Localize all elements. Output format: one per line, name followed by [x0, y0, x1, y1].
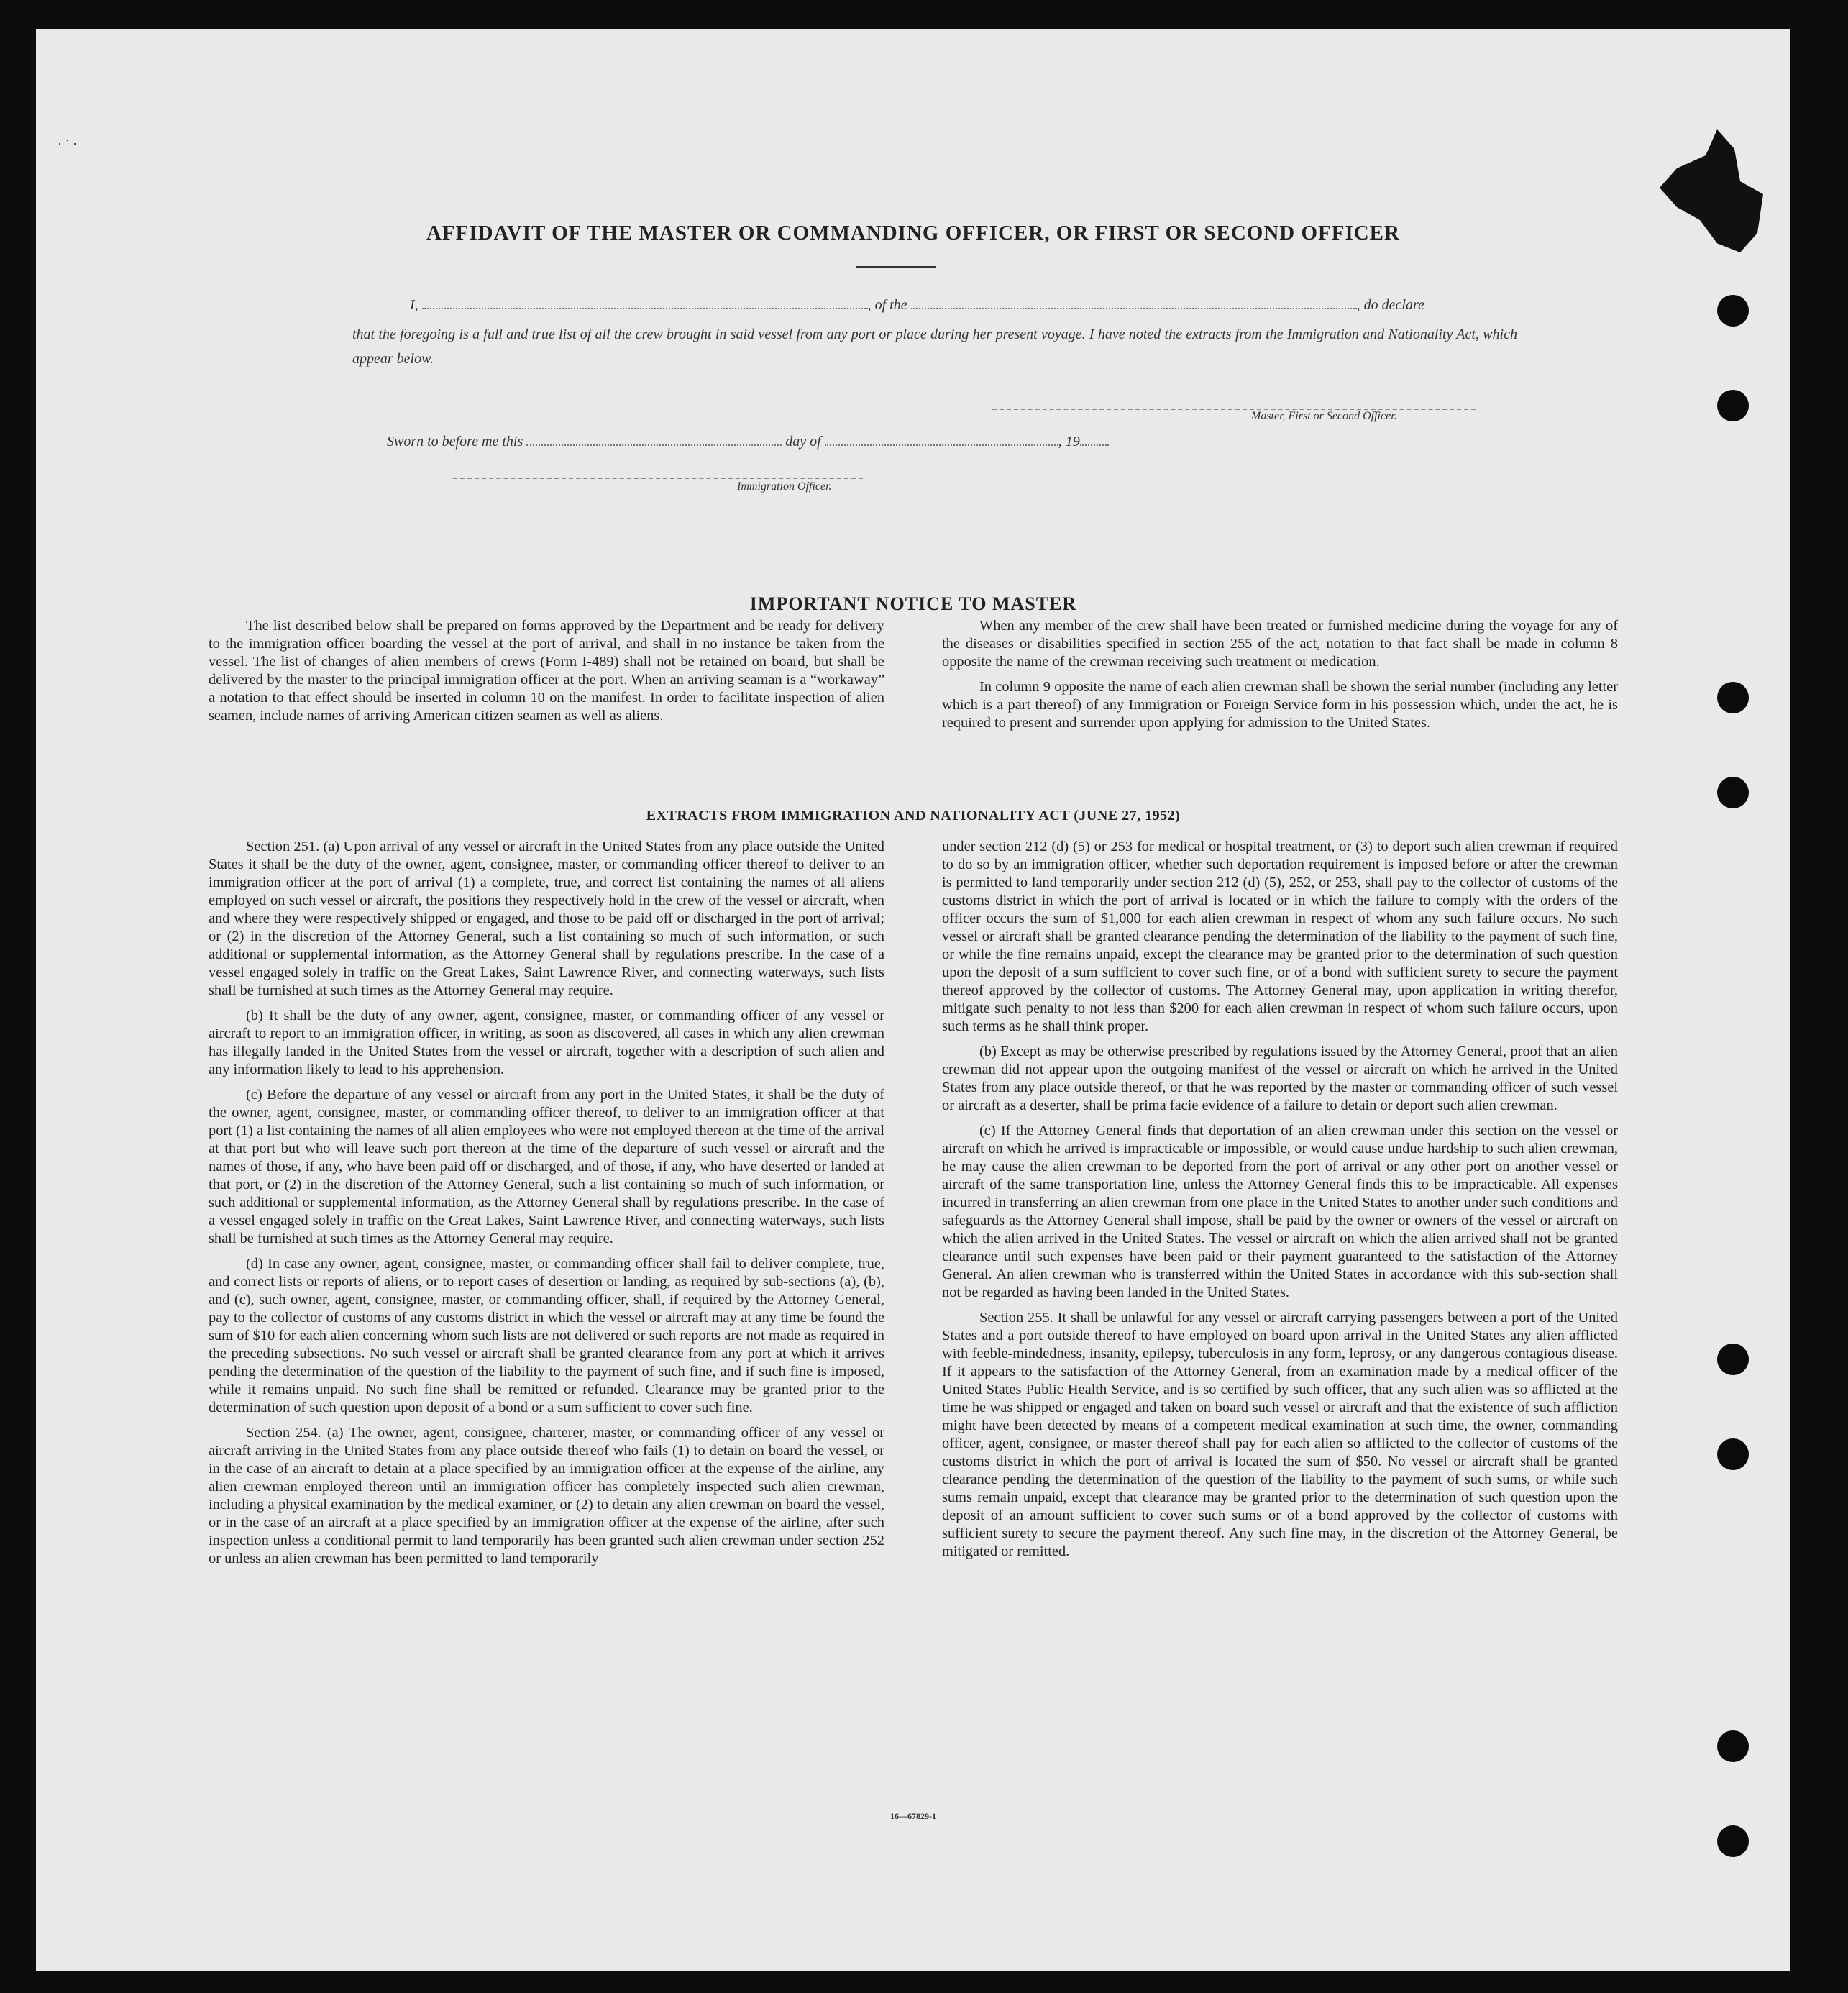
extract-paragraph: (c) If the Attorney General finds that deportation of an alien crewman under this section on the vessel or aircraft on which he arrived is impracticable or impossible, or would cause undue hardship to such alien crewman, he may cause the alien crewman to be deported from the port of arrival or any other port on another vessel or aircraft of the same transportation line, unless the Attorney General finds this to be impracticable. All expenses incurred in transferring an alien crewman from one place in the United States to another under such conditions and safeguards as the Attorney General shall impose, shall be paid by the owner or owners of the vessel or aircraft on which the alien arrived in the United States. The vessel or aircraft on which the alien arrived shall not be granted clearance until such expenses have been paid or their payment guaranteed to the satisfaction of the Attorney General. An alien crewman who is transferred within the United States in accordance with this sub-section shall not be regarded as having been landed in the United States.	[942, 1123, 1618, 1300]
extract-paragraph: (d) In case any owner, agent, consignee, master, or commanding officer shall fail to deliver complete, true, and correct lists or reports of aliens, or to report cases of desertion or landing, as required by sub-sections (a), (b), and (c), such owner, agent, consignee, master, or commanding officer, shall, if required by the Attorney General, pay to the collector of customs of any customs district in which the vessel or aircraft may at any time be found the sum of $10 for each alien concerning whom such lists are not delivered or such reports are not made as required in the preceding subsections. No such vessel or aircraft shall be granted clearance from any port at which it arrives pending the determination of the question of the liability to the payment of such fine, and if such fine is imposed, while it remains unpaid. No such fine shall be remitted or refunded. Clearance may be granted prior to the determination of such question upon deposit of a bond or a sum sufficient to cover such fine.	[209, 1256, 884, 1415]
extract-paragraph: (c) Before the departure of any vessel or aircraft from any port in the United States, it shall be the duty of the owner, agent, consignee, master, or commanding officer thereof, to deliver to an immigration officer at that port (1) a list containing the names of all alien employees who were not employed thereon at the time of the arrival at that port but who will leave such port thereon at the time of the departure of such vessel or aircraft and the names of those, if any, who have been paid off or discharged, and of those, if any, who have deserted or landed at that port, or (2) in the discretion of the Attorney General, such a list containing so much of such information, or such additional or supplemental information, as the Attorney General shall by regulations prescribe. In the case of a vessel engaged solely in traffic on the Great Lakes, Saint Lawrence River, and connecting waterways, such lists shall be furnished at such times as the Attorney General may require.	[209, 1087, 884, 1246]
extracts-title: EXTRACTS FROM IMMIGRATION AND NATIONALITY ACT (JUNE 27, 1952)	[646, 808, 1181, 824]
notice-paragraph: In column 9 opposite the name of each alien crewman shall be shown the serial number (including any letter which is a part thereof) of any Immigration or Foreign Service form in his possession which, under the act, he is required to present and surrender upon applying for admission to the United States.	[942, 679, 1618, 731]
notice-title: IMPORTANT NOTICE TO MASTER	[749, 593, 1077, 614]
punch-hole	[1717, 682, 1749, 713]
punch-hole	[1717, 1344, 1749, 1375]
sworn-year-field[interactable]	[1080, 433, 1109, 446]
punch-hole	[1717, 1730, 1749, 1762]
notice-paragraph: The list described below shall be prepared on forms approved by the Department and be ready for delivery to the immigration officer boarding the vessel at the port of arrival, and shall in no instance be taken from the vessel. The list of changes of alien members of crews (Form I-489) shall not be retained on board, but shall be delivered by the master to the principal immigration officer at the port. When an arriving seaman is a “workaway” a notation to that effect should be inserted in column 10 on the manifest. In order to facilitate inspection of alien seamen, include names of arriving American citizen seamen as well as aliens.	[209, 618, 884, 724]
punch-hole	[1717, 777, 1749, 808]
master-signature-line[interactable]	[992, 409, 1476, 410]
dust-specks: · ˙ ·	[58, 137, 77, 151]
extracts-left-column	[209, 838, 884, 1575]
officer-caption: Immigration Officer.	[737, 480, 832, 493]
extract-paragraph: (b) It shall be the duty of any owner, agent, consignee, master, or commanding officer of any vessel or aircraft to report to an immigration officer, in writing, as soon as discovered, all cases in which any alien crewman has illegally landed in the United States from the vessel or aircraft, together with a description of such alien and any information likely to lead to his apprehension.	[209, 1008, 884, 1077]
vessel-name-field[interactable]	[911, 296, 1357, 309]
extracts-right-column	[942, 838, 1618, 1568]
punch-hole	[1717, 1438, 1749, 1470]
sworn-prefix: Sworn to before me this	[387, 434, 523, 450]
declarant-prefix: I,	[410, 297, 418, 313]
punch-hole	[1717, 390, 1749, 421]
of-the-label: , of the	[867, 297, 907, 313]
sworn-day-of-label: day of	[785, 434, 821, 450]
sworn-day-field[interactable]	[526, 433, 782, 446]
declare-label: , do declare	[1356, 297, 1424, 313]
affidavit-title: AFFIDAVIT OF THE MASTER OR COMMANDING OFFICER, OR FIRST OR SECOND OFFICER	[426, 222, 1400, 245]
sworn-line	[352, 433, 1517, 450]
notice-right-column	[942, 617, 1618, 739]
title-rule	[856, 266, 936, 268]
sworn-year-label: , 19	[1058, 434, 1080, 450]
declarant-name-field[interactable]	[422, 296, 868, 309]
sworn-month-field[interactable]	[825, 433, 1058, 446]
punch-hole	[1717, 1825, 1749, 1857]
declaration-text: that the foregoing is a full and true list of all the crew brought in said vessel from any port or place during her present voyage. I have noted the extracts from the Immigration and Nationality Act, which appear below.	[352, 327, 1517, 367]
document-page	[36, 29, 1790, 1971]
extract-paragraph: under section 212 (d) (5) or 253 for medical or hospital treatment, or (3) to deport such alien crewman if required to do so by an immigration officer, whether such deportation requirement is imposed before or after the crewman is permitted to land temporarily under section 212 (d) (5), 252, or 253, shall pay to the collector of customs of the customs district in which the port of arrival is located or in which the failure to comply with the orders of the officer occurs the sum of $1,000 for each alien crewman in respect of whom any such failure occurs. No such vessel or aircraft shall be granted clearance pending the determination of the liability to the payment of such fine, or while the fine remains unpaid, except the clearance may be granted prior to the determination of such question upon the deposit of a sum sufficient to cover such fine, or of a bond with sufficient surety to secure the payment thereof approved by the collector of customs. The Attorney General may, upon application in writing therefor, mitigate such penalty to not less than $200 for each alien crewman in respect of whom such failure occurs, upon such terms as he shall think proper.	[942, 839, 1618, 1034]
notice-paragraph: When any member of the crew shall have been treated or furnished medicine during the voyage for any of the diseases or disabilities specified in section 255 of the act, notation to that fact shall be made in column 8 opposite the name of the crewman receiving such treatment or medication.	[942, 618, 1618, 670]
punch-hole	[1717, 295, 1749, 327]
extract-paragraph: Section 255. It shall be unlawful for any vessel or aircraft carrying passengers between a port of the United States and a port outside thereof to have employed on board upon arrival in the United States any alien afflicted with feeble-mindedness, insanity, epilepsy, tuberculosis in any form, leprosy, or any dangerous contagious disease. If it appears to the satisfaction of the Attorney General, from an examination made by a medical officer of the United States Public Health Service, and is so certified by such officer, that any such alien was so afflicted at the time he was shipped or engaged and taken on board such vessel or aircraft and that the existence of such affliction might have been detected by means of a competent medical examination at such time, the owner, commanding officer, agent, consignee, or master thereof shall pay for each alien so afflicted to the collector of customs of the customs district in which the port of arrival is located the sum of $50. No vessel or aircraft shall be granted clearance pending the determination of the question of the liability to the payment of such sums, or while such sums remain unpaid, except that clearance may be granted prior to the determination of such question upon the deposit of an amount sufficient to cover such sums or of a bond approved by the collector of customs with sufficient surety to secure the payment thereof. Any such fine may, in the discretion of the Attorney General, be mitigated or remitted.	[942, 1310, 1618, 1559]
extract-paragraph: (b) Except as may be otherwise prescribed by regulations issued by the Attorney General, proof that an alien crewman did not appear upon the outgoing manifest of the vessel or aircraft on which he arrived in the United States from any place outside thereof, or that he was reported by the master or commanding officer of such vessel or aircraft as a deserter, shall be prima facie evidence of a failure to detain or deport such alien crewman.	[942, 1044, 1618, 1113]
extract-paragraph: Section 254. (a) The owner, agent, consignee, charterer, master, or commanding officer of any vessel or aircraft arriving in the United States from any place outside thereof who fails (1) to detain on board the vessel, or in the case of an aircraft to detain at a place specified by an immigration officer at the expense of the airline, any alien crewman employed thereon until an immigration officer has completely inspected such alien crewman, including a physical examination by the medical examiner, or (2) to detain any alien crewman on board the vessel, or in the case of an aircraft at a place specified by an immigration officer at the expense of the airline, after such inspection unless a conditional permit to land temporarily has been granted such alien crewman under section 252 or unless an alien crewman has been permitted to land temporarily	[209, 1425, 884, 1566]
master-caption: Master, First or Second Officer.	[1251, 410, 1397, 422]
notice-left-column	[209, 617, 884, 732]
form-number: 16—67829-1	[890, 1811, 936, 1821]
declaration-line	[352, 296, 1517, 314]
officer-signature-line[interactable]	[453, 478, 863, 479]
extract-paragraph: Section 251. (a) Upon arrival of any vessel or aircraft in the United States from any place outside the United States it shall be the duty of the owner, agent, consignee, master, or commanding officer thereof to deliver to an immigration officer at the port of arrival (1) a complete, true, and correct list containing the names of all aliens employed on such vessel or aircraft, the positions they respectively hold in the crew of the vessel or aircraft, when and where they were respectively shipped or engaged, and those to be paid off or discharged in the port of arrival; or (2) in the discretion of the Attorney General, such a list containing so much of such information, or such additional or supplemental information, as the Attorney General shall by regulations prescribe. In the case of a vessel engaged solely in traffic on the Great Lakes, Saint Lawrence River, and connecting waterways, such lists shall be furnished at such times as the Attorney General may require.	[209, 839, 884, 998]
